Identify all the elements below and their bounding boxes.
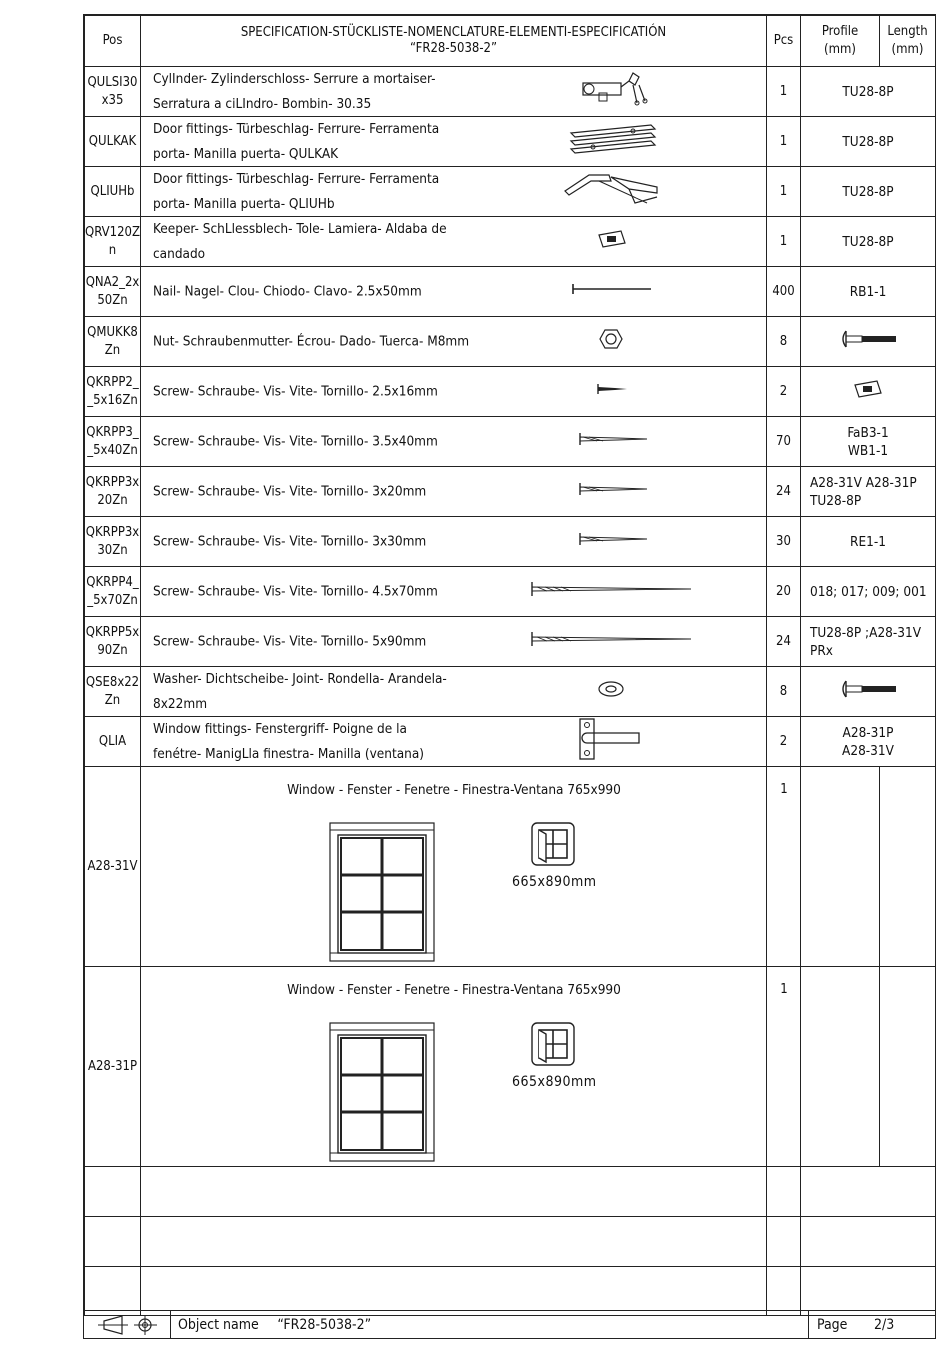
description-line1: Screw- Schraube- Vis- Vite- Tornillo- 3.5x40mm [153,433,438,449]
row-pos: QULSI30x35 [85,67,141,117]
object-name-value: “FR28-5038-2” [277,1317,372,1333]
row-description [141,417,767,467]
description-text [153,579,473,604]
window-opening-icon [531,822,575,872]
window-length [880,767,936,967]
empty-row [85,1216,936,1266]
header-title [141,16,767,67]
description-line1: Screw- Schraube- Vis- Vite- Tornillo- 2.5x16mm [153,383,438,399]
window-drawing-icon [329,1022,435,1167]
row-description [141,167,767,217]
table-row [85,517,936,567]
window-title: Window - Fenster - Fenetre - Finestra-Ventana 765x990 [287,782,621,798]
description-line1: Screw- Schraube- Vis- Vite- Tornillo- 5x90mm [153,633,427,649]
row-description [141,217,767,267]
description-text [153,117,473,167]
window-size: 665x890mm [512,1074,597,1090]
table-row [85,717,936,767]
window-profile [801,967,880,1167]
spec-sheet [83,14,936,1339]
empty-row [85,1266,936,1316]
profile-text: TU28-8P [842,133,894,150]
description-line1: Screw- Schraube- Vis- Vite- Tornillo- 3x30mm [153,533,427,549]
footer [84,1310,935,1339]
row-pos: QNA2_2x50Zn [85,267,141,317]
description-line1: CylInder- Zylinderschloss- Serrure a mortaiser- [153,70,436,87]
row-pcs: 2 [767,367,801,417]
window-row [85,967,936,1167]
window-row [85,767,936,967]
screw-long-icon [529,581,694,603]
row-profile [801,167,936,217]
header-title-line2: “FR28-5038-2” [409,41,498,56]
object-name-cell [171,1311,809,1339]
row-description [141,517,767,567]
description-text [153,67,473,117]
table-row [85,667,936,717]
screw-icon [577,482,649,502]
row-pcs: 70 [767,417,801,467]
profile-text: TU28-8P [842,83,894,100]
window-pos: A28-31P [85,967,141,1167]
page-cell [809,1311,935,1339]
window-profile [801,767,880,967]
table-row [85,467,936,517]
row-pos: QKRPP5x90Zn [85,617,141,667]
description-line2: 8x22mm [153,695,208,712]
row-description [141,667,767,717]
row-pcs: 8 [767,317,801,367]
screw-icon [577,532,649,552]
row-profile [801,217,936,267]
window-pcs [767,967,801,1167]
row-pcs: 1 [767,67,801,117]
table-row [85,367,936,417]
profile-text: RE1-1 [850,533,886,550]
window-pcs-value: 1 [780,982,788,997]
row-profile [801,67,936,117]
description-text [153,629,473,654]
description-line1: Door fittings- Türbeschlag- Ferrure- Ferramenta [153,170,440,187]
profile-text: A28-31P A28-31V [842,724,894,759]
row-profile [801,367,936,417]
projection-symbol-icon [84,1311,171,1339]
row-pcs: 30 [767,517,801,567]
row-pcs: 1 [767,117,801,167]
table-row [85,167,936,217]
screw-icon [577,432,649,452]
table-row [85,117,936,167]
row-profile [801,417,936,467]
description-line1: Keeper- SchLlessblech- Tole- Lamiera- Aldaba de [153,220,447,237]
table-row [85,217,936,267]
window-title: Window - Fenster - Fenetre - Finestra-Ventana 765x990 [287,982,621,998]
window-handle-icon [577,717,643,767]
description-text [153,379,473,404]
row-pos: QKRPP3x30Zn [85,517,141,567]
row-description [141,717,767,767]
profile-text: A28-31V A28-31P TU28-8P [810,474,917,509]
row-pcs: 2 [767,717,801,767]
description-line1: Screw- Schraube- Vis- Vite- Tornillo- 4.5x70mm [153,583,438,599]
header-title-line1: SPECIFICATION-STÜCKLISTE-NOMENCLATURE-ELEMENTI-ESPECIFICATIÓN [240,25,667,40]
table-header [85,16,936,67]
keeper-plate-icon [597,229,627,255]
profile-text: RB1-1 [849,283,887,300]
row-profile [801,267,936,317]
window-size: 665x890mm [512,874,597,890]
table-row [85,617,936,667]
description-line1: Nut- Schraubenmutter- Écrou- Dado- Tuerca- M8mm [153,333,470,349]
projection-symbol [84,1311,171,1339]
window-opening-icon [531,1022,575,1072]
description-line1: Window fittings- Fenstergriff- Poigne de la [153,720,407,737]
description-line1: Door fittings- Türbeschlag- Ferrure- Ferramenta [153,120,440,137]
row-profile [801,517,936,567]
description-line2: Serratura a ciLIndro- Bombin- 30.35 [153,95,372,112]
description-line1: Screw- Schraube- Vis- Vite- Tornillo- 3x20mm [153,483,427,499]
header-length-text: Length (mm) [887,24,928,57]
page-label: Page [817,1317,848,1333]
row-pcs: 24 [767,467,801,517]
row-profile [801,717,936,767]
row-pos: QKRPP4__5x70Zn [85,567,141,617]
object-name-label: Object name [178,1317,259,1333]
row-description [141,67,767,117]
row-profile [801,117,936,167]
screw-long-icon [529,631,694,653]
profile-text: FaB3-1 WB1-1 [847,424,889,459]
bolt-icon [801,328,935,356]
row-pos: QULKAK [85,117,141,167]
nut-icon [599,327,623,357]
table-row [85,267,936,317]
spec-table [84,15,936,1316]
profile-text: TU28-8P [842,233,894,250]
header-profile-text: Profile (mm) [821,24,859,57]
description-text [153,217,473,267]
row-profile [801,317,936,367]
row-pos: QKRPP3__5x40Zn [85,417,141,467]
nail-icon [569,283,654,301]
description-line2: fenétre- ManigLla finestra- Manilla (ventana) [153,745,425,762]
window-pcs [767,767,801,967]
header-length [880,16,936,67]
row-profile [801,617,936,667]
description-text [153,667,473,717]
door-lever-icon [559,167,664,217]
row-pos: QKRPP3x20Zn [85,467,141,517]
row-description [141,267,767,317]
description-text [153,279,473,304]
description-text [153,717,473,767]
window-length [880,967,936,1167]
row-pos: QRV120Zn [85,217,141,267]
bolt-icon [801,678,935,706]
row-description [141,117,767,167]
profile-text: TU28-8P [842,183,894,200]
row-pcs: 400 [767,267,801,317]
window-description [141,967,767,1167]
description-line2: porta- Manilla puerta- QLIUHb [153,195,335,212]
washer-icon [597,680,625,704]
door-handle-plate-icon [563,119,663,165]
row-pcs: 20 [767,567,801,617]
row-pos: QKRPP2__5x16Zn [85,367,141,417]
row-pos: QSE8x22Zn [85,667,141,717]
keeper-plate-icon [801,379,935,405]
description-line1: Washer- Dichtscheibe- Joint- Rondella- Arandela- [153,670,447,687]
header-pcs: Pcs [767,16,801,67]
row-pcs: 1 [767,167,801,217]
row-pcs: 8 [767,667,801,717]
header-pos: Pos [85,16,141,67]
row-pos: QLIUHb [85,167,141,217]
row-description [141,317,767,367]
screw-small-icon [595,383,629,401]
row-description [141,617,767,667]
description-text [153,167,473,217]
row-pos: QLIA [85,717,141,767]
window-description [141,767,767,967]
description-text [153,479,473,504]
window-drawing-icon [329,822,435,967]
header-profile [801,16,880,67]
table-row [85,567,936,617]
description-text [153,529,473,554]
row-pcs: 24 [767,617,801,667]
description-text [153,329,473,354]
description-line2: porta- Manilla puerta- QULKAK [153,145,339,162]
profile-text: TU28-8P ;A28-31V PRx [810,624,922,659]
row-profile [801,667,936,717]
table-row [85,67,936,117]
profile-text: 018; 017; 009; 001 [810,583,927,600]
row-pcs: 1 [767,217,801,267]
page-value: 2/3 [874,1317,895,1333]
window-pos: A28-31V [85,767,141,967]
empty-row [85,1167,936,1217]
row-profile [801,567,936,617]
table-row [85,317,936,367]
window-pcs-value: 1 [780,782,788,797]
row-profile [801,467,936,517]
row-description [141,467,767,517]
row-description [141,367,767,417]
table-row [85,417,936,467]
description-text [153,429,473,454]
description-line2: candado [153,245,206,262]
row-description [141,567,767,617]
description-line1: Nail- Nagel- Clou- Chiodo- Clavo- 2.5x50mm [153,283,422,299]
cylinder-lock-icon [575,67,655,117]
row-pos: QMUKK8Zn [85,317,141,367]
